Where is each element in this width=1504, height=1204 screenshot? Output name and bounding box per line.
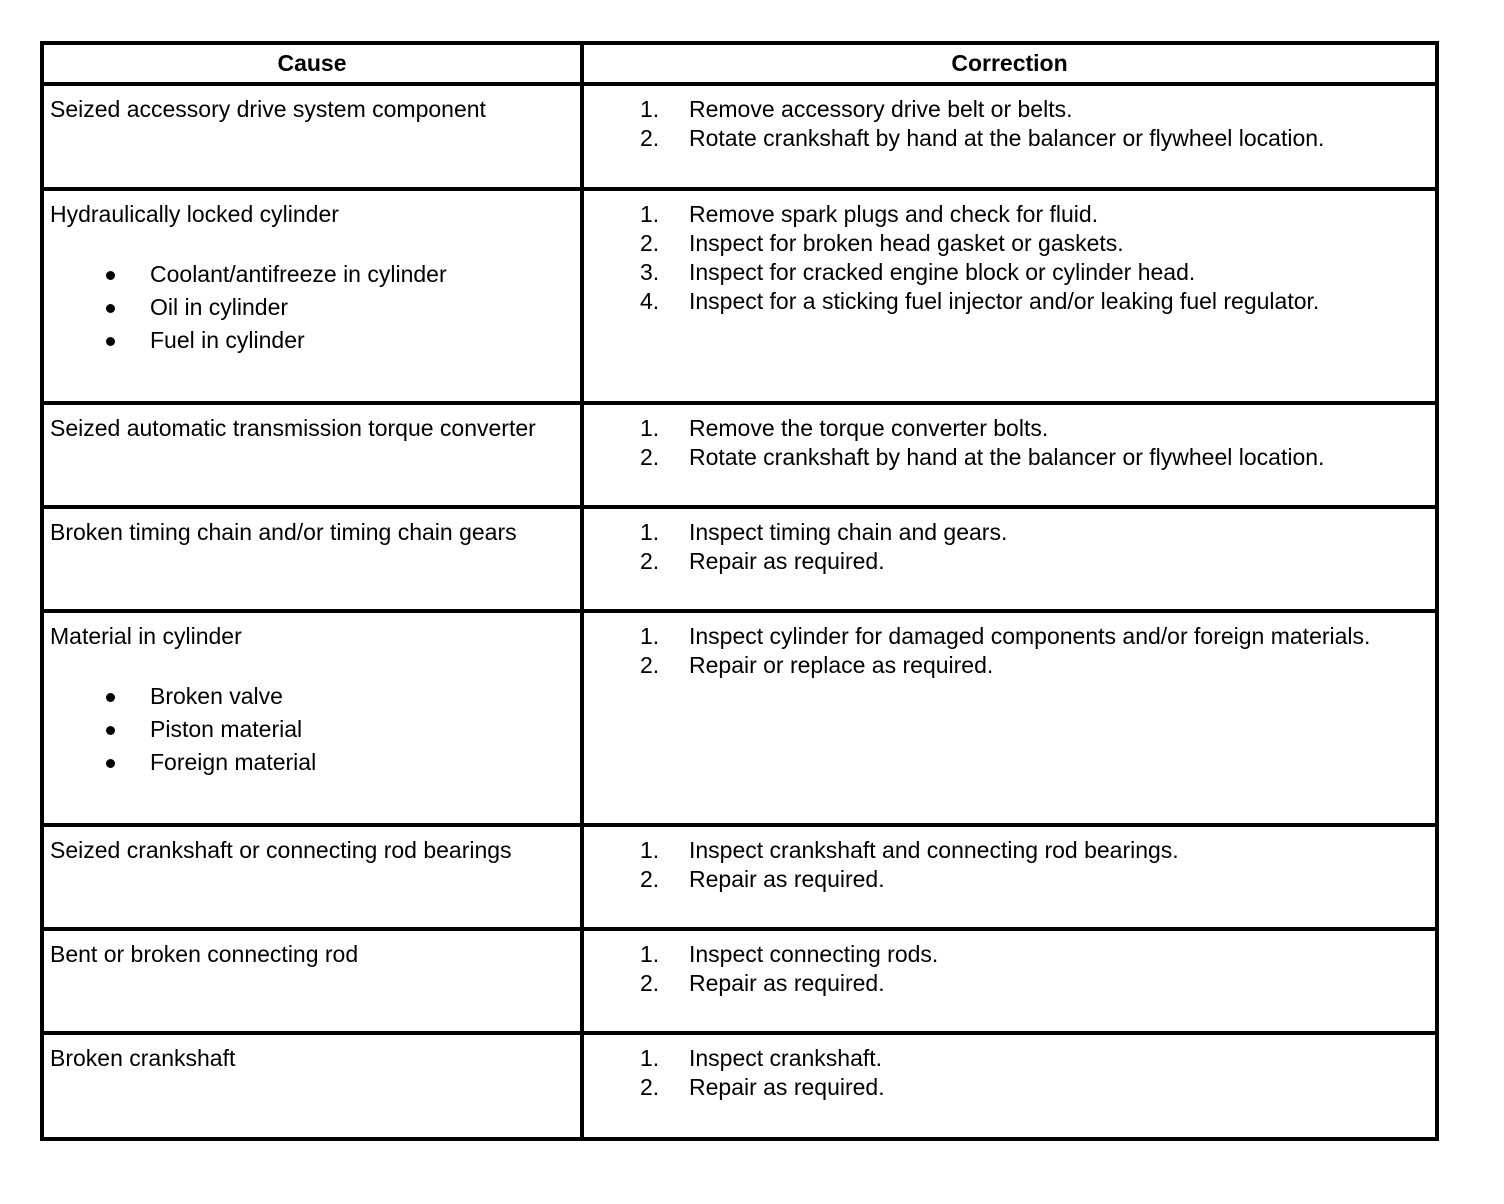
cause-cell [42, 189, 582, 403]
step-number: 1. [640, 519, 660, 545]
correction-cell [582, 611, 1437, 825]
cause-bullet-item [50, 258, 580, 291]
table-row [42, 611, 1437, 825]
correction-step [584, 95, 1435, 124]
cause-bullet-text: Foreign material [150, 749, 317, 775]
step-text: Remove spark plugs and check for fluid. [689, 201, 1099, 227]
cause-bullet-item [50, 324, 580, 357]
table-row [42, 1033, 1437, 1139]
cause-text: Broken crankshaft [50, 1045, 236, 1071]
correction-step [584, 200, 1435, 229]
step-text: Rotate crankshaft by hand at the balancer or flywheel location. [689, 444, 1325, 470]
cause-text: Seized crankshaft or connecting rod bearings [50, 837, 512, 863]
cause-bullet-list [50, 258, 580, 357]
correction-step-list [584, 836, 1435, 894]
table-row [42, 403, 1437, 507]
step-number: 3. [640, 259, 660, 285]
cause-cell [42, 403, 582, 507]
step-text: Repair as required. [689, 548, 885, 574]
cause-cell [42, 507, 582, 611]
bullet-icon [106, 693, 115, 702]
correction-cell [582, 84, 1437, 189]
correction-step [584, 229, 1435, 258]
cause-bullet-item [50, 713, 580, 746]
step-number: 1. [640, 415, 660, 441]
correction-step [584, 287, 1435, 316]
step-number: 2. [640, 1074, 660, 1100]
step-number: 2. [640, 866, 660, 892]
header-cause: Cause [42, 43, 582, 84]
correction-step-list [584, 518, 1435, 576]
step-text: Rotate crankshaft by hand at the balancer or flywheel location. [689, 125, 1325, 151]
cause-cell [42, 84, 582, 189]
table-body [42, 84, 1437, 1139]
step-text: Remove accessory drive belt or belts. [689, 96, 1073, 122]
correction-step-list [584, 200, 1435, 316]
correction-step [584, 865, 1435, 894]
bullet-icon [106, 304, 115, 313]
step-number: 2. [640, 970, 660, 996]
bullet-icon [106, 271, 115, 280]
correction-cell [582, 403, 1437, 507]
step-number: 1. [640, 96, 660, 122]
step-number: 1. [640, 837, 660, 863]
cause-text: Bent or broken connecting rod [50, 941, 359, 967]
correction-cell [582, 825, 1437, 929]
bullet-icon [106, 337, 115, 346]
correction-step-list [584, 622, 1435, 680]
correction-step [584, 1044, 1435, 1073]
cause-bullet-text: Oil in cylinder [150, 294, 289, 320]
step-number: 2. [640, 125, 660, 151]
step-number: 1. [640, 623, 660, 649]
cause-text: Broken timing chain and/or timing chain gears [50, 519, 517, 545]
cause-bullet-text: Fuel in cylinder [150, 327, 305, 353]
step-number: 1. [640, 201, 660, 227]
correction-cell [582, 189, 1437, 403]
table-row [42, 189, 1437, 403]
cause-text: Hydraulically locked cylinder [50, 201, 339, 227]
step-number: 4. [640, 288, 660, 314]
cause-bullet-item [50, 680, 580, 713]
step-text: Inspect timing chain and gears. [689, 519, 1008, 545]
correction-step-list [584, 940, 1435, 998]
step-number: 1. [640, 941, 660, 967]
correction-step [584, 651, 1435, 680]
step-text: Repair as required. [689, 866, 885, 892]
correction-cell [582, 929, 1437, 1033]
step-text: Repair as required. [689, 1074, 885, 1100]
table-row [42, 84, 1437, 189]
step-text: Repair or replace as required. [689, 652, 994, 678]
cause-bullet-list [50, 680, 580, 779]
correction-step [584, 940, 1435, 969]
step-text: Inspect cylinder for damaged components and/or foreign materials. [689, 623, 1371, 649]
step-text: Inspect connecting rods. [689, 941, 939, 967]
diagnostic-table [40, 41, 1439, 1141]
correction-step-list [584, 1044, 1435, 1102]
correction-step [584, 443, 1435, 472]
correction-step-list [584, 95, 1435, 153]
correction-step [584, 124, 1435, 153]
step-text: Inspect for a sticking fuel injector and/or leaking fuel regulator. [689, 288, 1320, 314]
step-number: 1. [640, 1045, 660, 1071]
correction-step [584, 414, 1435, 443]
correction-step [584, 622, 1435, 651]
cause-bullet-text: Piston material [150, 716, 303, 742]
cause-cell [42, 611, 582, 825]
step-text: Inspect crankshaft. [689, 1045, 883, 1071]
cause-cell [42, 929, 582, 1033]
step-text: Inspect for cracked engine block or cylinder head. [689, 259, 1196, 285]
step-text: Inspect for broken head gasket or gaskets. [689, 230, 1124, 256]
cause-bullet-text: Broken valve [150, 683, 283, 709]
table-row [42, 507, 1437, 611]
step-text: Inspect crankshaft and connecting rod bearings. [689, 837, 1179, 863]
correction-cell [582, 1033, 1437, 1139]
bullet-icon [106, 759, 115, 768]
step-number: 2. [640, 548, 660, 574]
table-row [42, 825, 1437, 929]
correction-step [584, 518, 1435, 547]
step-number: 2. [640, 652, 660, 678]
table-row [42, 929, 1437, 1033]
correction-step [584, 1073, 1435, 1102]
correction-step [584, 547, 1435, 576]
cause-cell [42, 825, 582, 929]
step-number: 2. [640, 444, 660, 470]
step-text: Repair as required. [689, 970, 885, 996]
step-number: 2. [640, 230, 660, 256]
cause-bullet-item [50, 291, 580, 324]
correction-step-list [584, 414, 1435, 472]
cause-cell [42, 1033, 582, 1139]
cause-bullet-text: Coolant/antifreeze in cylinder [150, 261, 447, 287]
bullet-icon [106, 726, 115, 735]
cause-text: Seized accessory drive system component [50, 96, 486, 122]
correction-step [584, 258, 1435, 287]
table-header-row [42, 43, 1437, 84]
cause-bullet-item [50, 746, 580, 779]
correction-cell [582, 507, 1437, 611]
cause-text: Material in cylinder [50, 623, 242, 649]
correction-step [584, 836, 1435, 865]
correction-step [584, 969, 1435, 998]
header-correction: Correction [582, 43, 1437, 84]
step-text: Remove the torque converter bolts. [689, 415, 1049, 441]
cause-text: Seized automatic transmission torque converter [50, 415, 536, 441]
